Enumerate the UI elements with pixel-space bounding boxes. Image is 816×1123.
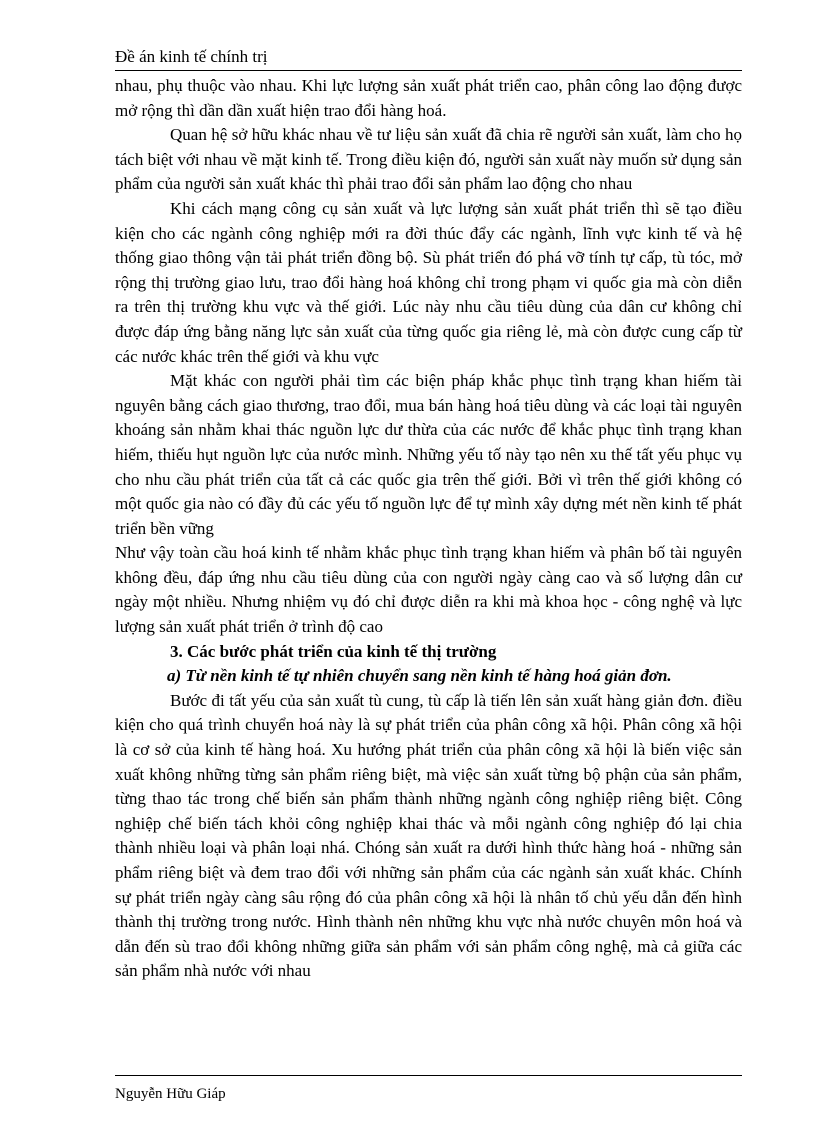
subsection-heading: a) Từ nền kinh tế tự nhiên chuyển sang nền kinh tế hàng hoá giản đơn.: [167, 666, 672, 686]
paragraph-2: Quan hệ sở hữu khác nhau về tư liệu sản xuất đã chia rẽ người sản xuất, làm cho họ tách biệt với nhau về mặt kinh tế. Trong điều kiện đó, người sản xuất này muốn sử dụng sản phẩm của người sản xuất khác thì phải trao đổi sản phẩm lao động cho nhau: [115, 125, 742, 194]
paragraph-6: Bước đi tất yếu của sản xuất tù cung, tù cấp là tiến lên sản xuất hàng giản đơn. điều kiện cho quá trình chuyển hoá này là sự phát triển của phân công xã hội. Phân công xã hội là cơ sở của kinh tế hàng hoá. Xu hướng phát triển của phân công xã hội là biến việc sản xuất không những từng sản phẩm riêng biệt, mà việc sản xuất từng bộ phận của sản phẩm, từng thao tác trong chế biến sản phẩm thành những ngành công nghiệp riêng biệt. Công nghiệp chế biến tách khỏi công nghiệp khai thác và mỗi ngành công nghiệp đó lại chia thành nhiều loại và phân loại nhá. Chóng sản xuất ra dưới hình thức hàng hoá - những sản phẩm riêng biệt và đem trao đổi với những sản phẩm của các ngành sản xuất khác. Chính sự phát triển ngày càng sâu rộng đó của phân công xã hội là nhân tố chủ yếu dẫn đến hình thành thị trường trong nước. Hình thành nên những khu vực nhà nước chuyên môn hoá và dẫn đến sù trao đổi không những giữa sản phẩm với sản phẩm công nghệ, mà cả giữa các sản phẩm nhà nước với nhau: [115, 690, 742, 981]
paragraph-3: Khi cách mạng công cụ sản xuất và lực lượng sản xuất phát triển thì sẽ tạo điều kiện cho các ngành công nghiệp mới ra đời thúc đẩy các ngành, lĩnh vực kinh tế và hệ thống giao thông vận tải phát triển đồng bộ. Sù phát triển đó phá vỡ tính tự cấp, tù tóc, mở rộng thị trường giao lưu, trao đổi hàng hoá không chỉ trong phạm vi quốc gia mà còn diễn ra trên thị trường khu vực và thế giới. Lúc này nhu cầu tiêu dùng của dân cư không chỉ được đáp ứng bằng năng lực sản xuất của từng quốc gia riêng lẻ, mà còn được cung cấp từ các nước khác trên thế giới và khu vực: [115, 198, 742, 366]
document-body: [115, 74, 742, 984]
page-header-title: Đề án kinh tế chính trị: [115, 47, 268, 66]
paragraph-5: Như vậy toàn cầu hoá kinh tế nhằm khắc phục tình trạng khan hiếm và phân bố tài nguyên không đều, đáp ứng nhu cầu tiêu dùng của con người ngày càng cao và số lượng dân cư ngày một nhiều. Nhưng nhiệm vụ đó chỉ được diễn ra khi mà khoa học - công nghệ và lực lượng sản xuất phát triển ở trình độ cao: [115, 543, 742, 637]
paragraph-4: Mặt khác con người phải tìm các biện pháp khắc phục tình trạng khan hiếm tài nguyên bằng cách giao thương, trao đổi, mua bán hàng hoá tiêu dùng và các loại tài nguyên khoáng sản nhằm khai thác nguồn lực dư thừa của các nước để khắc phục tình trạng khan hiếm, thiếu hụt nguồn lực của nước mình. Những yếu tố này tạo nên xu thế tất yếu phục vụ cho nhu cầu phát triển của tất cả các quốc gia trên thế giới. Bởi vì trên thế giới không có một quốc gia nào có đầy đủ các yếu tố nguồn lực để tự mình xây dựng mét nền kinh tế phát triển bền vững: [115, 371, 742, 538]
header-divider: [115, 70, 742, 71]
footer-divider: [115, 1075, 742, 1076]
paragraph-1: nhau, phụ thuộc vào nhau. Khi lực lượng sản xuất phát triển cao, phân công lao động được mở rộng thì dần dần xuất hiện trao đổi hàng hoá.: [115, 76, 742, 120]
section-heading: 3. Các bước phát triển của kinh tế thị trường: [170, 641, 497, 661]
page-footer-author: Nguyễn Hữu Giáp: [115, 1086, 226, 1102]
